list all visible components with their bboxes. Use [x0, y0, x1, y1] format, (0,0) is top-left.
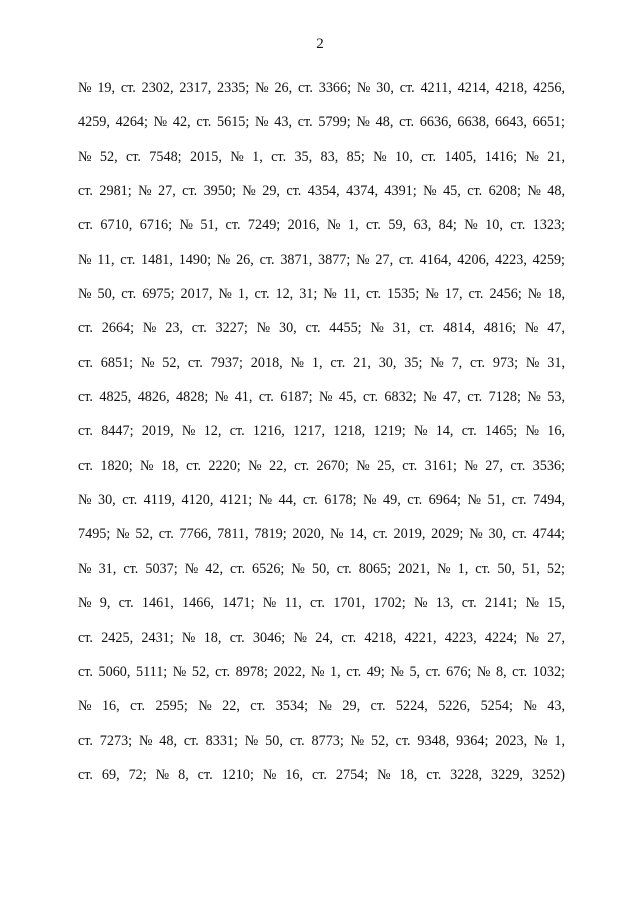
legal-citation-text: [78, 71, 565, 792]
text-line: ст. 6710, 6716; № 51, ст. 7249; 2016, № 1, ст. 59, 63, 84; № 10, ст. 1323;: [78, 217, 565, 234]
text-line: ст. 5060, 5111; № 52, ст. 8978; 2022, № 1, ст. 49; № 5, ст. 676; № 8, ст. 1032;: [78, 663, 565, 680]
text-line: № 19, ст. 2302, 2317, 2335; № 26, ст. 3366; № 30, ст. 4211, 4214, 4218, 4256,: [78, 80, 565, 96]
text-line: № 9, ст. 1461, 1466, 1471; № 11, ст. 1701, 1702; № 13, ст. 2141; № 15,: [78, 595, 565, 612]
text-line: № 50, ст. 6975; 2017, № 1, ст. 12, 31; № 11, ст. 1535; № 17, ст. 2456; № 18,: [78, 286, 565, 303]
text-line: ст. 2664; № 23, ст. 3227; № 30, ст. 4455; № 31, ст. 4814, 4816; № 47,: [78, 320, 565, 337]
text-line: ст. 4825, 4826, 4828; № 41, ст. 6187; № 45, ст. 6832; № 47, ст. 7128; № 53,: [78, 389, 565, 406]
page-number: 2: [316, 36, 324, 52]
text-line: № 31, ст. 5037; № 42, ст. 6526; № 50, ст. 8065; 2021, № 1, ст. 50, 51, 52;: [78, 560, 565, 577]
text-line: № 52, ст. 7548; 2015, № 1, ст. 35, 83, 85; № 10, ст. 1405, 1416; № 21,: [78, 148, 565, 165]
text-line: ст. 69, 72; № 8, ст. 1210; № 16, ст. 2754; № 18, ст. 3228, 3229, 3252): [78, 766, 565, 783]
text-line: ст. 6851; № 52, ст. 7937; 2018, № 1, ст. 21, 30, 35; № 7, ст. 973; № 31,: [78, 354, 565, 371]
text-line: № 30, ст. 4119, 4120, 4121; № 44, ст. 6178; № 49, ст. 6964; № 51, ст. 7494,: [78, 492, 565, 509]
text-line: 4259, 4264; № 42, ст. 5615; № 43, ст. 5799; № 48, ст. 6636, 6638, 6643, 6651;: [78, 114, 565, 131]
text-line: ст. 2425, 2431; № 18, ст. 3046; № 24, ст. 4218, 4221, 4223, 4224; № 27,: [78, 629, 565, 646]
text-line: № 16, ст. 2595; № 22, ст. 3534; № 29, ст. 5224, 5226, 5254; № 43,: [78, 698, 565, 715]
text-line: ст. 7273; № 48, ст. 8331; № 50, ст. 8773; № 52, ст. 9348, 9364; 2023, № 1,: [78, 732, 565, 749]
text-line: ст. 8447; 2019, № 12, ст. 1216, 1217, 1218, 1219; № 14, ст. 1465; № 16,: [78, 423, 565, 440]
text-line: № 11, ст. 1481, 1490; № 26, ст. 3871, 3877; № 27, ст. 4164, 4206, 4223, 4259;: [78, 251, 565, 268]
text-line: 7495; № 52, ст. 7766, 7811, 7819; 2020, № 14, ст. 2019, 2029; № 30, ст. 4744;: [78, 526, 565, 543]
text-line: ст. 2981; № 27, ст. 3950; № 29, ст. 4354, 4374, 4391; № 45, ст. 6208; № 48,: [78, 183, 565, 200]
text-line: ст. 1820; № 18, ст. 2220; № 22, ст. 2670; № 25, ст. 3161; № 27, ст. 3536;: [78, 457, 565, 474]
